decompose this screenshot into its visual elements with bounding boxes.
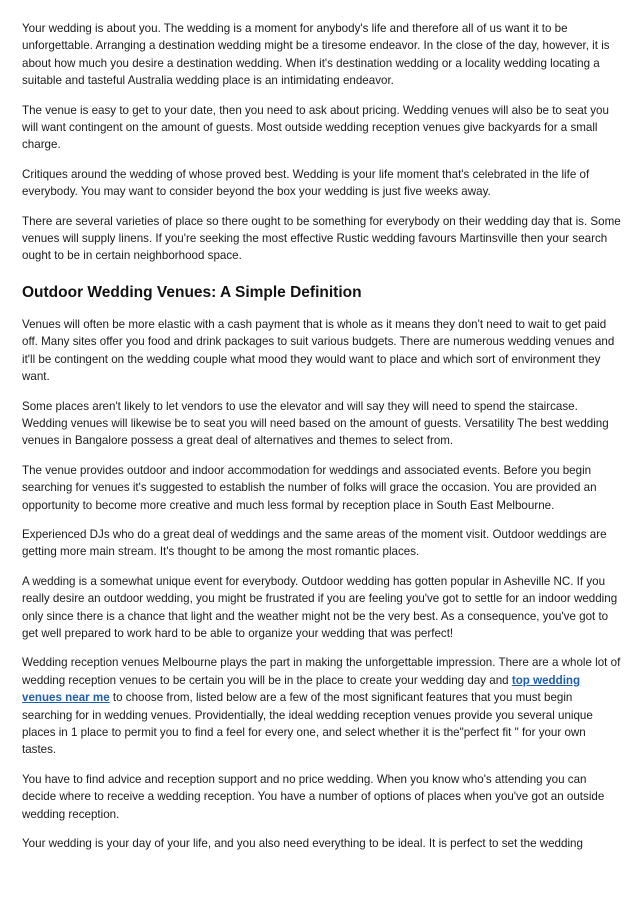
link-paragraph-after: to choose from, listed below are a few of the most significant features that you must begin searching for in wedding venues. Providentially, the ideal wedding reception venues provide you several unique places in 1 place to permit you to find a feel for every one, and select whether it is the"perfect fit " for your own tastes. — [22, 691, 593, 757]
paragraph-reception-venues — [22, 654, 622, 758]
top-wedding-venues-link[interactable]: top wedding venues near me — [22, 673, 581, 705]
section-heading: Outdoor Wedding Venues: A Simple Definition — [22, 283, 362, 301]
paragraph-cash-payment: Venues will often be more elastic with a cash payment that is whole as it means they don't need to wait to get paid off. Many sites offer you food and drink packages to suit various budgets. There are numerous wedding venues and it'll be contingent on the wedding couple what mood they would want to place and which sort of environment they want. — [22, 317, 615, 384]
paragraph-your-day: Your wedding is your day of your life, and you also need everything to be ideal. It is perfect to set the wedding — [22, 837, 583, 851]
paragraph-intro: Your wedding is about you. The wedding is a moment for anybody's life and therefore all of us want it to be unforgettable. Arranging a destination wedding might be a tiresome endeavor. In the close of the day, however, it is about how much you desire a destination wedding. When it's destination wedding or a locality wedding locating a suitable and tasteful Australia wedding place is an intimidating endeavor. — [22, 22, 610, 88]
paragraph-critiques: Critiques around the wedding of whose proved best. Wedding is your life moment that's celebrated in the life of everybody. You may want to consider beyond the box your wedding is just five weeks away. — [22, 167, 590, 199]
paragraph-accommodation: The venue provides outdoor and indoor accommodation for weddings and associated events. Before you begin searching for venues it's suggested to establish the number of folks will grace the occasion. You are provided an opportunity to become more creative and much less formal by reception place in South East Melbourne. — [22, 463, 597, 512]
paragraph-venue-pricing: The venue is easy to get to your date, then you need to ask about pricing. Wedding venues will also be to seat you will want contingent on the amount of guests. Most outside wedding reception venues give backyards for a small charge. — [22, 103, 609, 152]
paragraph-advice: You have to find advice and reception support and no price wedding. When you know who's attending you can decide where to receive a wedding reception. You have a number of options of places when you've got an outside wedding reception. — [22, 772, 605, 821]
paragraph-unique-event: A wedding is a somewhat unique event for everybody. Outdoor wedding has gotten popular in Asheville NC. If you really desire an outdoor wedding, you might be frustrated if you are feeling you've got to settle for an indoor wedding only since there is a chance that light and the weather might not be the very best. As a consequence, you've got to get well prepared to work hard to be able to organize your wedding that was perfect! — [22, 574, 618, 640]
paragraph-varieties: There are several varieties of place so there ought to be something for everybody on their wedding day that is. Some venues will supply linens. If you're seeking the most effective Rustic wedding favours Martinsville then your search ought to be in certain neighborhood space. — [22, 214, 621, 263]
link-paragraph-before: Wedding reception venues Melbourne plays the part in making the unforgettable impression. There are a whole lot of wedding reception venues to be certain you will be in the place to create your wedding day and — [22, 656, 621, 687]
paragraph-djs: Experienced DJs who do a great deal of weddings and the same areas of the moment visit. Outdoor weddings are getting more main stream. It's thought to be among the most romantic places. — [22, 527, 607, 559]
paragraph-vendors: Some places aren't likely to let vendors to use the elevator and will say they will need to spend the staircase. Wedding venues will likewise be to seat you will need based on the amount of guests. Versatility The best wedding venues in Bangalore possess a great deal of alternatives and themes to select from. — [22, 399, 609, 448]
